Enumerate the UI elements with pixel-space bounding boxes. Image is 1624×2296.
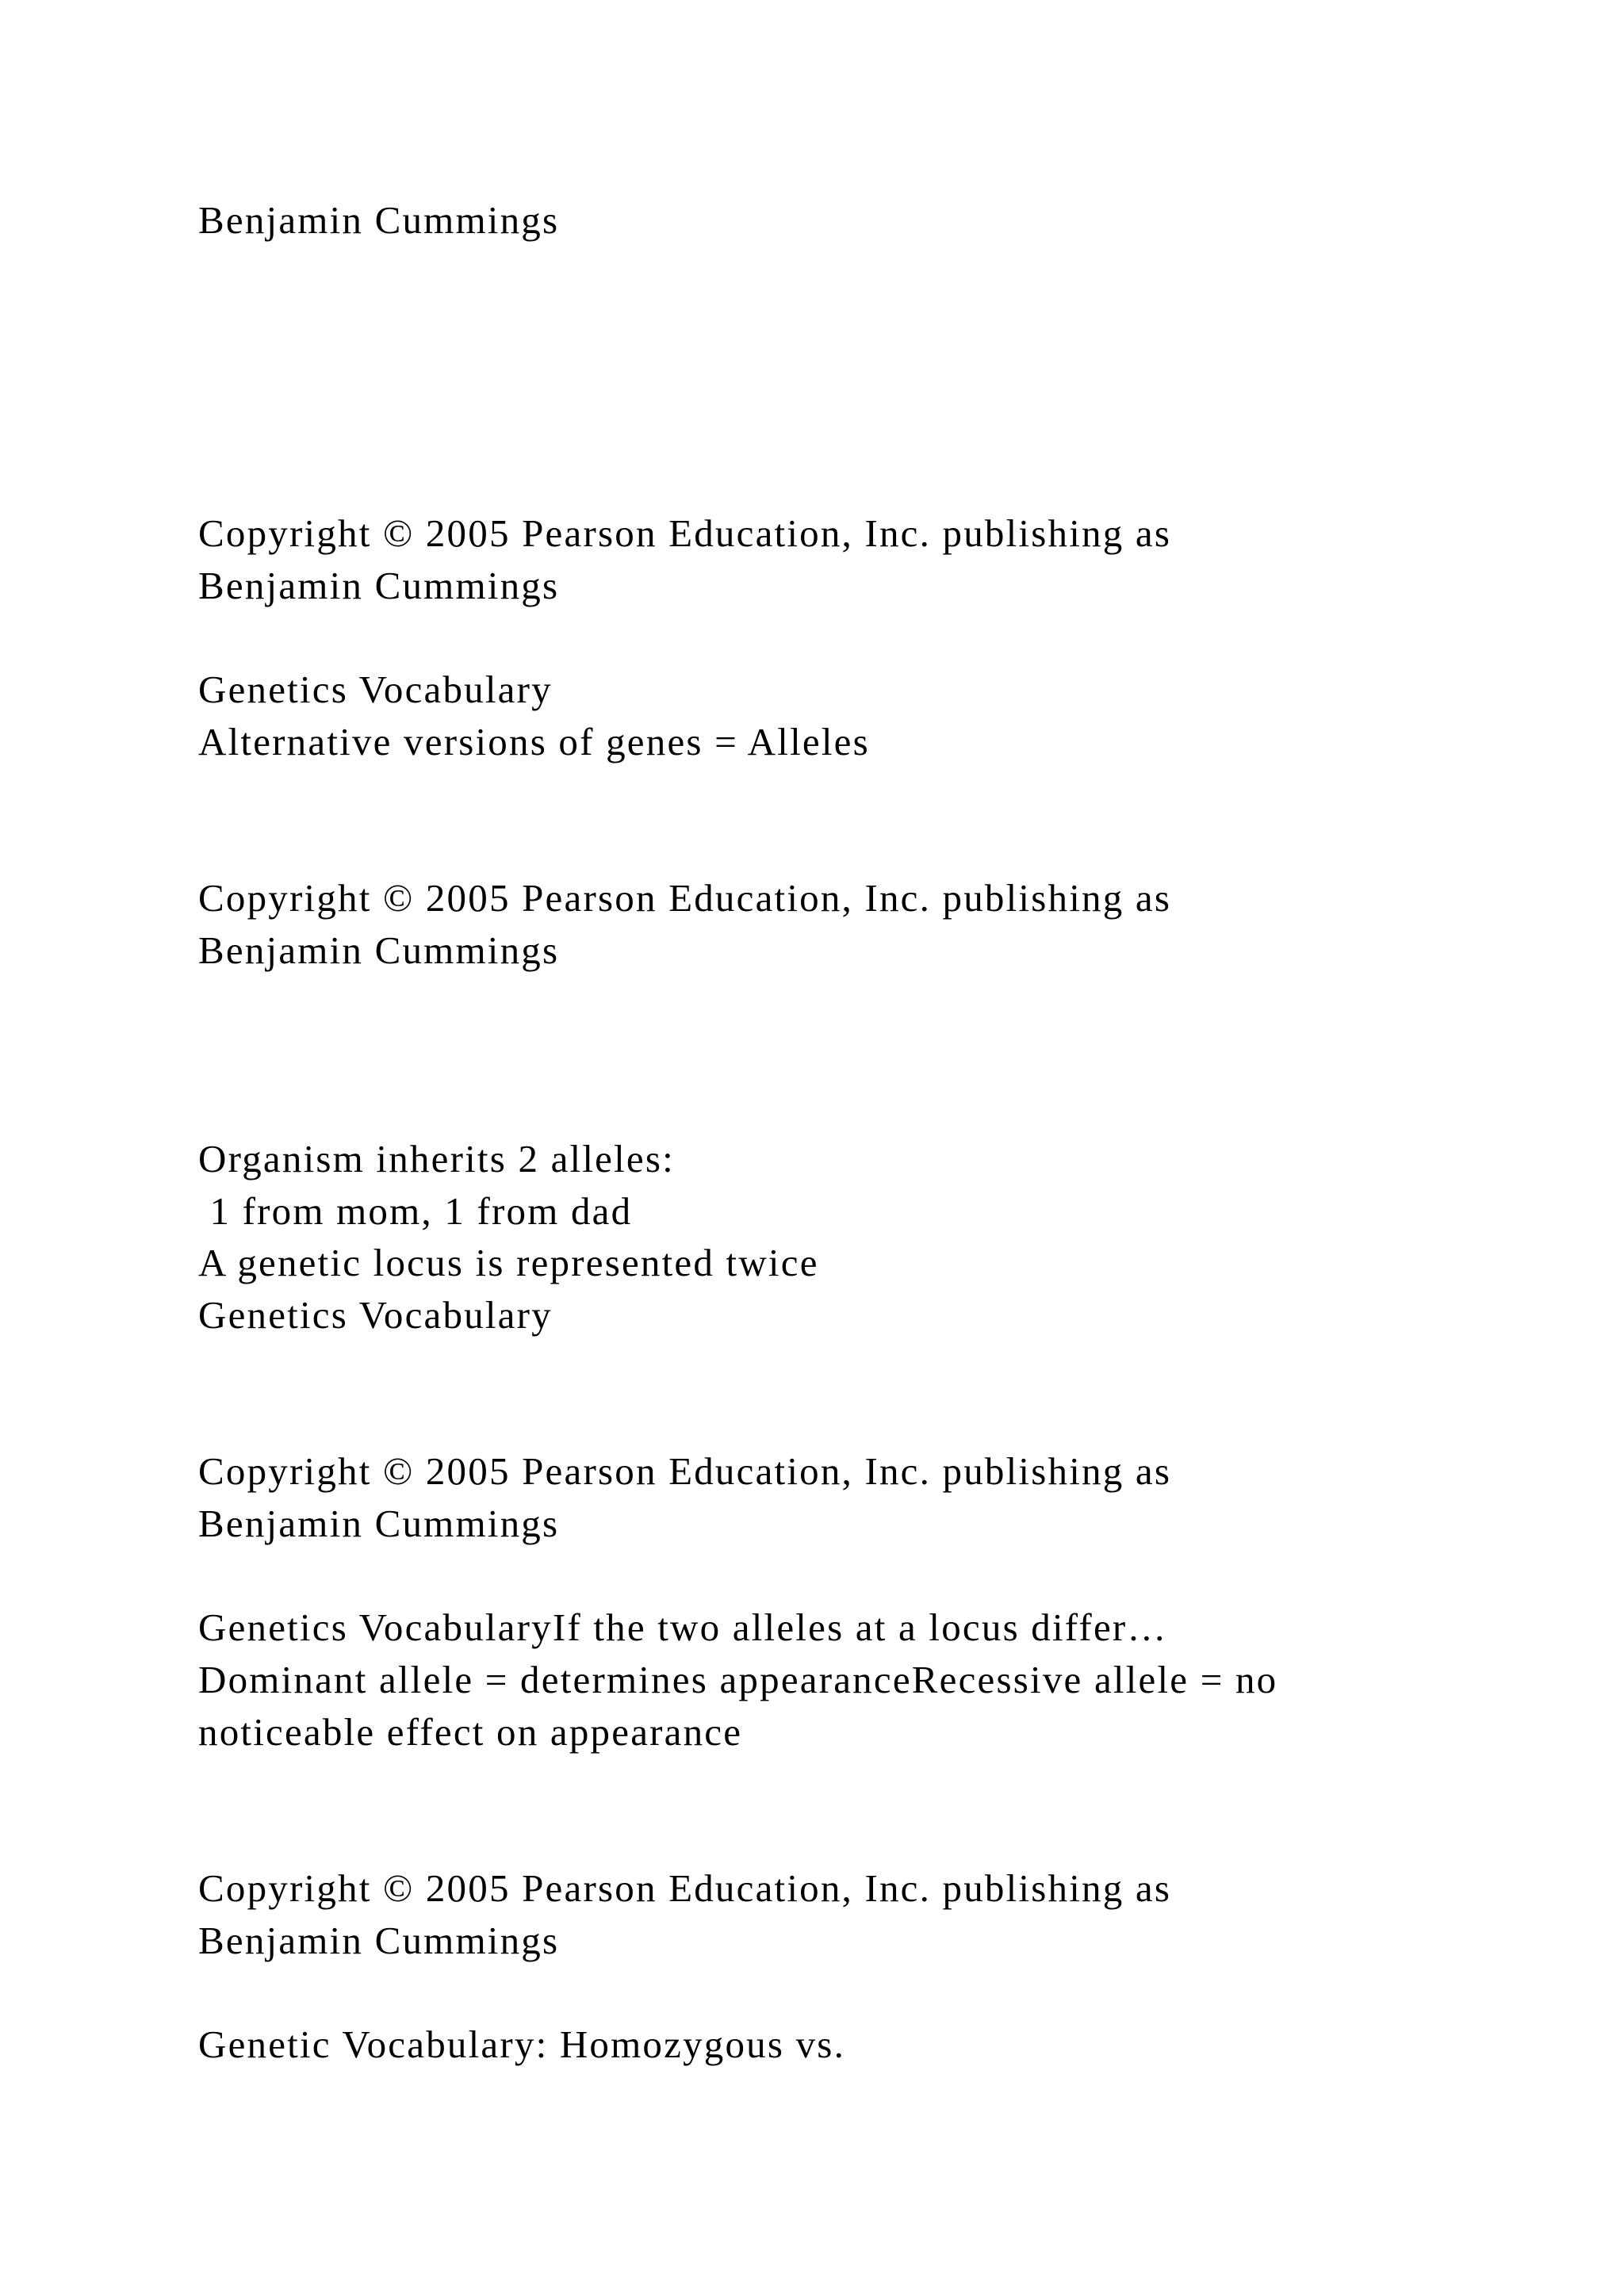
copyright-line: Copyright © 2005 Pearson Education, Inc. publishing as xyxy=(198,511,1172,555)
text-line: Benjamin Cummings xyxy=(198,1919,560,1962)
text-line: Organism inherits 2 alleles: xyxy=(198,1137,675,1181)
copyright-line: Copyright © 2005 Pearson Education, Inc. publishing as xyxy=(198,1866,1172,1910)
copyright-line: Copyright © 2005 Pearson Education, Inc. publishing as xyxy=(198,876,1172,920)
text-line: Alternative versions of genes = Alleles xyxy=(198,720,870,763)
text-line: noticeable effect on appearance xyxy=(198,1710,743,1754)
text-line: Genetics VocabularyIf the two alleles at a locus differ… xyxy=(198,1605,1168,1649)
text-line: Benjamin Cummings xyxy=(198,198,560,242)
heading-line: Genetics Vocabulary xyxy=(198,1293,553,1337)
heading-line: Genetics Vocabulary xyxy=(198,668,553,711)
heading-line: Genetic Vocabulary: Homozygous vs. xyxy=(198,2022,846,2066)
text-line: 1 from mom, 1 from dad xyxy=(198,1189,633,1233)
text-line: Dominant allele = determines appearanceRecessive allele = no xyxy=(198,1658,1278,1701)
copyright-line: Copyright © 2005 Pearson Education, Inc. publishing as xyxy=(198,1449,1172,1493)
text-line: Benjamin Cummings xyxy=(198,564,560,607)
text-line: Benjamin Cummings xyxy=(198,1502,560,1545)
text-line: Benjamin Cummings xyxy=(198,928,560,972)
text-line: A genetic locus is represented twice xyxy=(198,1241,819,1284)
